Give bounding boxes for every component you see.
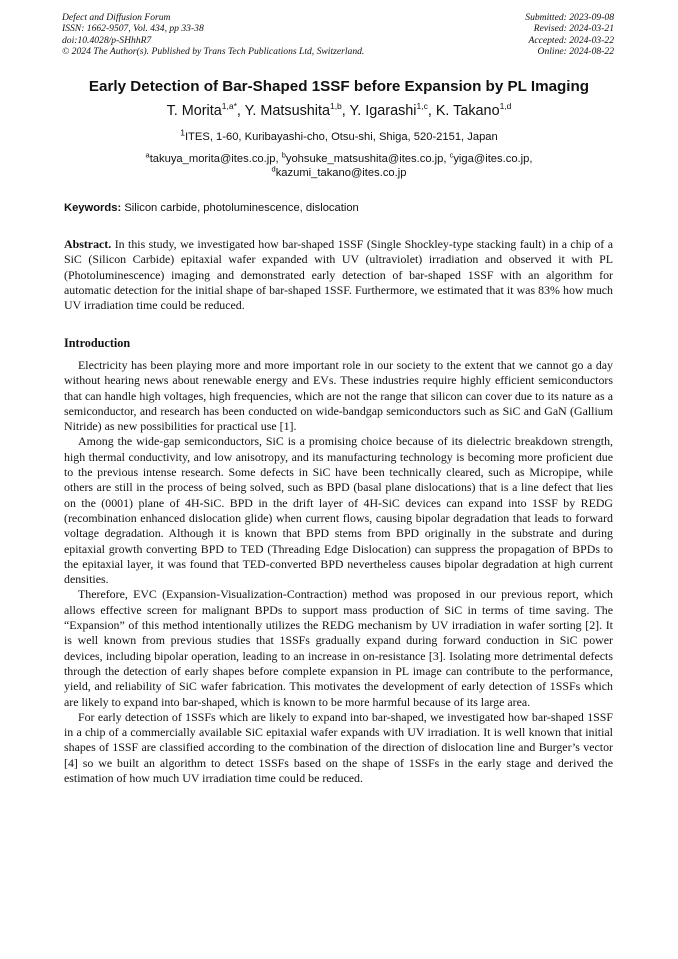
online-date: Online: 2024-08-22	[537, 46, 614, 58]
abstract-text: In this study, we investigated how bar-shaped 1SSF (Single Shockley-type stacking fault) in a chip of a SiC (Silicon Carbide) epitaxial wafer expanded with UV (ultraviolet) irradiation and observed it with PL (Photoluminescence) imaging and demonstrated early detection of bar-shaped 1SSF with an algorithm for automatic detection for the initial shape of bar-shaped 1SSF. Furthermore, we estimated that it was 83% how much UV irradiation time could be reduced.	[64, 237, 613, 313]
email-marker: b	[281, 150, 286, 160]
keywords	[64, 202, 359, 214]
email-marker: c	[449, 150, 454, 160]
author-emails: $^a$takuya_morita@ites.co.jp, $^b$yohsuke_matsushita@ites.co.jp, $^c$yiga@ites.co.jp, $^d$kazumi_takano@ites.co.jp	[145, 150, 533, 179]
email-link[interactable]: takuya_morita@ites.co.jp	[149, 153, 276, 165]
abstract-label: Abstract.	[64, 237, 112, 251]
email-link[interactable]: yohsuke_matsushita@ites.co.jp	[285, 153, 444, 165]
author-affil-marker: 1,b	[329, 101, 342, 112]
paper-title: Early Detection of Bar-Shaped 1SSF before Expansion by PL Imaging	[88, 78, 590, 95]
keywords-text: Silicon carbide, photoluminescence, dislocation	[124, 202, 359, 214]
abstract	[64, 237, 613, 313]
paragraph: Electricity has been playing more and more important role in our society to the extent that we cannot go a day without hearing news about renewable energy and EVs. These industries require highly efficient semiconductors that can handle high voltages, high frequencies, which are not the range that silicon can cover due to its nature as a semiconductor, and research has been conducted on wide-bandgap semiconductors such as SiC and GaN (Gallium Nitride) as new possibilities for practical use [1].	[64, 358, 613, 434]
paragraph: For early detection of 1SSFs which are likely to expand into bar-shaped, we investigated how bar-shaped 1SSF in a chip of a commercially available SiC epitaxial wafer expands with UV irradiation. It is well known that initial shapes of 1SSF are classified according to the combination of the direction of dislocation line and Burger’s vector [4] so we built an algorithm to detect 1SSFs based on the shape of 1SSFs in the early stage and derived the estimation of how much UV irradiation time could be reduced.	[64, 709, 613, 786]
author-affil-marker: 1,c	[416, 101, 428, 112]
keywords-label: Keywords:	[64, 202, 122, 214]
author-name: T. Morita	[166, 103, 222, 119]
email-marker: a	[145, 150, 150, 160]
affiliation	[0, 127, 678, 143]
journal-issn: ISSN: 1662-9507, Vol. 434, pp 33-38	[62, 23, 204, 35]
revised-date: Revised: 2024-03-21	[533, 23, 614, 35]
introduction-body	[64, 358, 613, 786]
journal-info	[62, 12, 364, 58]
paragraph: Therefore, EVC (Expansion-Visualization-Contraction) method was proposed in our previous report, which allows effective screen for malignant BPDs to support mass production of SiC in terms of time saving. The “Expansion” of this method intentionally utilizes the REDG mechanism by UV irradiation in wafer sorting [2]. It is well known from previous studies that 1SSFs gradually expand during forward conduction in SiC power devices, including bipolar operation, leading to an increase in on-resistance [3]. Isolating more detrimental defects through the detection of early shapes before complete expansion in PL image can contribute to the performance, yield, and reliability of SiC wafer fabrication. This motivates the development of early detection of 1SSFs which are likely to expand into bar-shaped, which is known to be more harmful because of its large area.	[64, 587, 613, 709]
journal-doi[interactable]: doi:10.4028/p-SHhhR7	[62, 34, 152, 46]
author-name: K. Takano	[435, 103, 500, 119]
author-affil-marker: 1,d	[499, 101, 512, 112]
affiliation-marker: 1	[180, 127, 185, 138]
copyright-notice: © 2024 The Author(s). Published by Trans Tech Publications Ltd, Switzerland.	[62, 46, 365, 58]
submitted-date: Submitted: 2023-09-08	[525, 12, 614, 23]
journal-name: Defect and Diffusion Forum	[62, 12, 171, 23]
publication-dates	[525, 12, 614, 58]
email-marker: d	[271, 164, 276, 174]
email-link[interactable]: yiga@ites.co.jp	[453, 153, 530, 165]
author-list: T. Morita$^{1,a*}$, Y. Matsushita$^{1,b}$, Y. Igarashi$^{1,c}$, K. Takano$^{1,d}$	[166, 101, 512, 119]
accepted-date: Accepted: 2024-03-22	[528, 34, 614, 46]
author-affil-marker: 1,a*	[221, 101, 237, 112]
author-name: Y. Matsushita	[244, 103, 330, 119]
paragraph: Among the wide-gap semiconductors, SiC is a promising choice because of its dielectric breakdown strength, high thermal conductivity, and low anisotropy, and its manufacturing technology is becoming more proficient due to the previous intense research. Some defects in SiC have been technically cleared, such as Micropipe, while others are still in the process of being solved, such as BPD (basal plane dislocations) that is a line defect that lies on the (0001) plane of 4H-SiC. BPD in the drift layer of 4H-SiC devices can expand into 1SSF by REDG (recombination enhanced dislocation glide) when current flows, causing bipolar degradation that leads to forward voltage degradation. Although it is known that BPD stems from BPD originally in the substrate and during epitaxial growth converting BPD to TED (Threading Edge Dislocation) can suppress the propagation of BPDs to the epitaxial layer, it was found that TED-converted BPD nevertheless causes bipolar degradation at high current densities.	[64, 434, 613, 587]
section-heading-introduction: Introduction	[64, 336, 131, 350]
affiliation-text: ITES, 1-60, Kuribayashi-cho, Otsu-shi, Shiga, 520-2151, Japan	[184, 131, 498, 143]
email-link[interactable]: kazumi_takano@ites.co.jp	[275, 167, 407, 179]
author-name: Y. Igarashi	[349, 103, 417, 119]
